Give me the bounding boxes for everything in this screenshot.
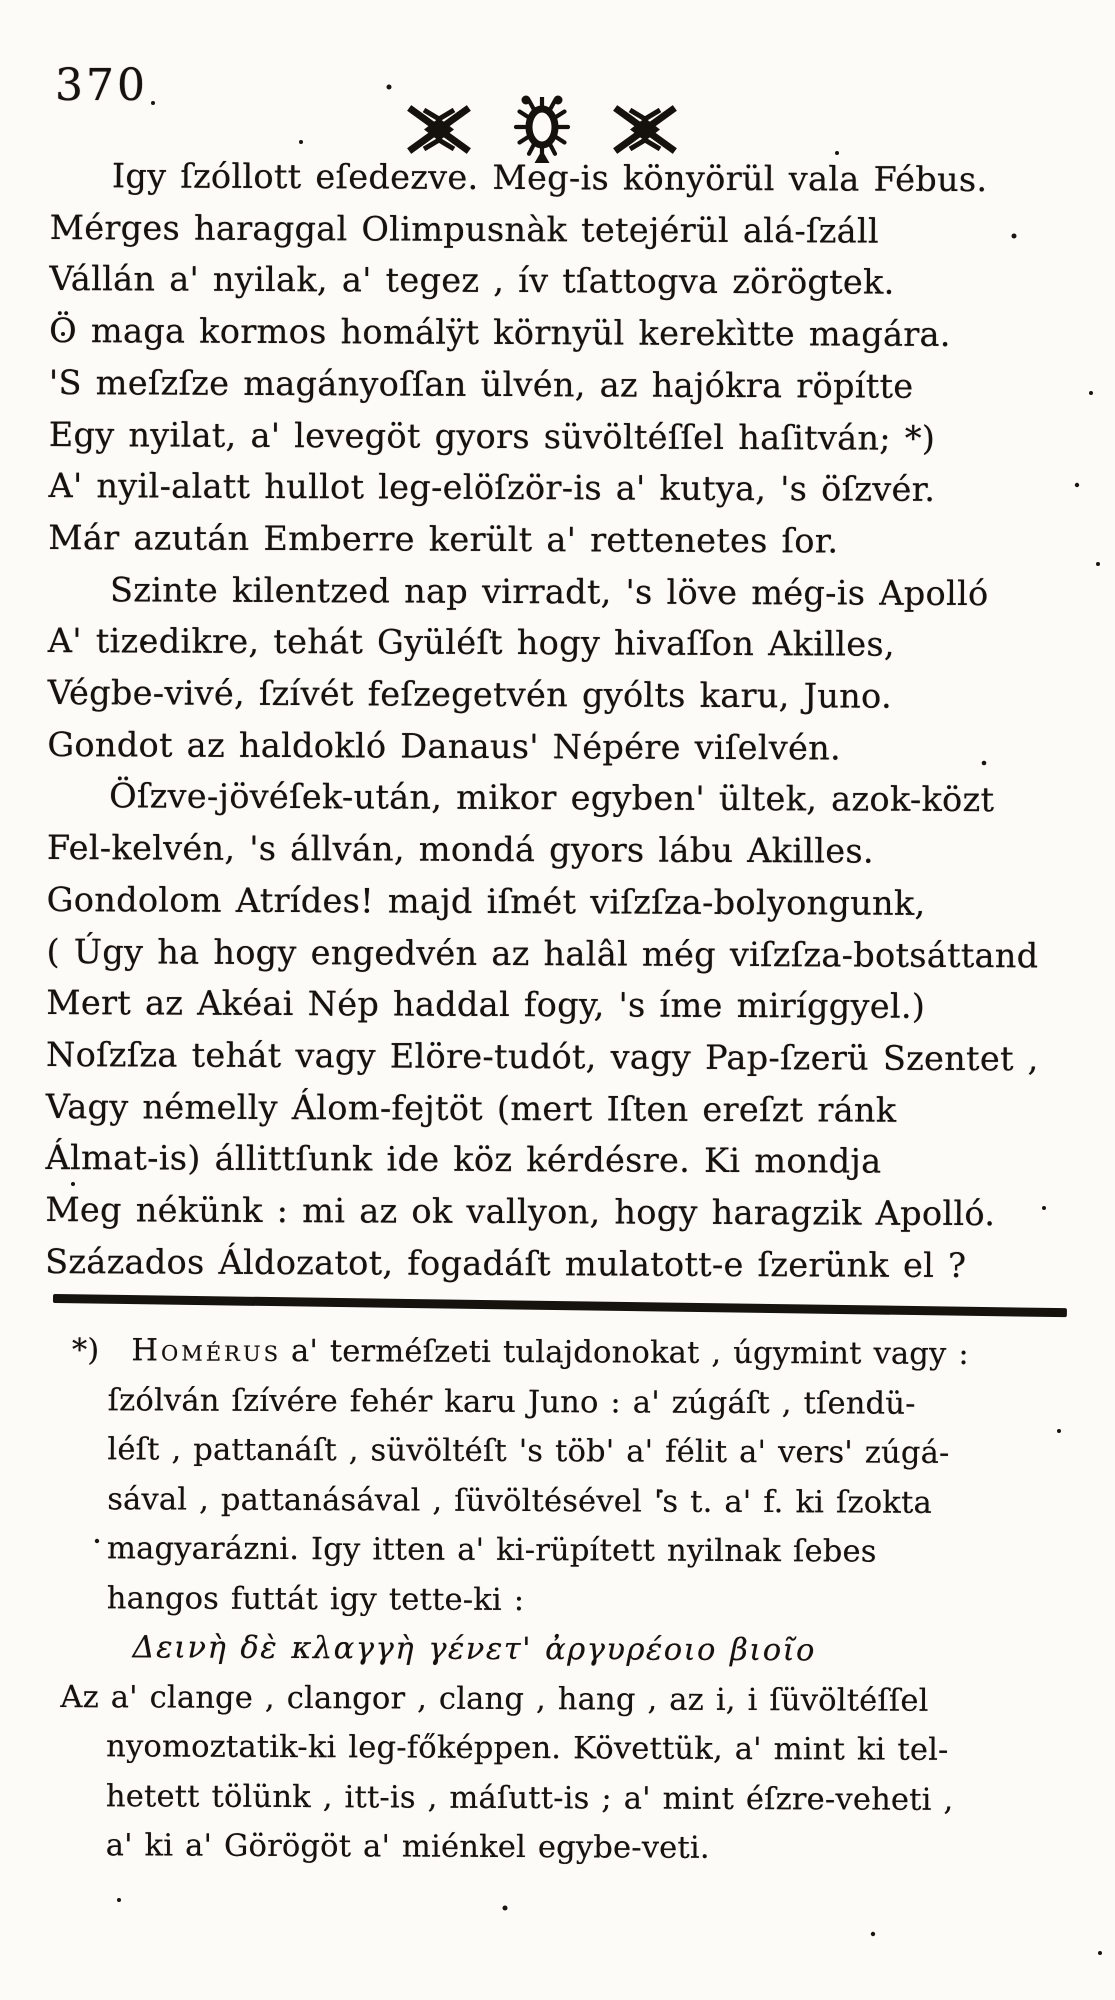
- footnote-line: hangos futtát igy tette-ki :: [106, 1580, 525, 1618]
- verse-text-block: [45, 150, 1080, 1292]
- footnote-first-line-text: a' terméſzeti tulajdonokat , úgymint vagy :: [290, 1333, 969, 1372]
- verse-line: Fel-kelvén, 's állván, mondá gyors lábu Akilles.: [46, 828, 875, 871]
- footnote-line: Δεινὴ δὲ κλαγγὴ γένετ' ἀργυρέοιο βιοῖο: [132, 1630, 817, 1669]
- footnote-first-line: [62, 1326, 1072, 1380]
- verse-line: A' tizedikre, tehát Gyüléſt hogy hivaſſon Akilles,: [47, 621, 895, 665]
- footnote-line: a' ki a' Görögöt a' miénkel egybe-veti.: [105, 1828, 710, 1866]
- footnote-line: hetett tölünk , itt-is , máſutt-is ; a' mint éſzre-veheti ,: [105, 1778, 954, 1818]
- verse-line: Vagy némelly Álom-fejtöt (mert Iſten ereſzt ránk: [45, 1086, 897, 1130]
- verse-line: ( Úgy ha hogy engedvén az halâl még viſzſza-botsáttand: [46, 931, 1039, 975]
- footnote-line: ſzólván ſzívére fehér karu Juno : a' zúgáſt , tſendü-: [107, 1382, 916, 1422]
- lattice-ornament-icon: [611, 102, 679, 157]
- verse-line: Gondot az haldokló Danaus' Népére viſelvén.: [47, 724, 842, 768]
- footnote-line: magyarázni. Igy itten a' ki-rüpített nyilnak ſebes: [106, 1531, 877, 1570]
- verse-line: Vállán a' nyilak, a' tegez , ív tſattogva zörögtek.: [49, 259, 895, 303]
- footnote-line: sával , pattanásával , ſüvöltésével 's t. a' f. ki ſzokta: [107, 1481, 932, 1521]
- verse-line: Egy nyilat, a' levegöt gyors süvöltéſſel haſitván; *): [48, 414, 936, 458]
- footnote-divider-rule: [53, 1294, 1067, 1317]
- verse-line: Igy ſzóllott eſedezve. Meg-is könyörül vala Fébus.: [111, 156, 988, 200]
- page-number: 370: [55, 60, 148, 111]
- verse-line: Meg nékünk : mi az ok vallyon, hogy haragzik Apolló.: [45, 1190, 996, 1234]
- verse-line: Szinte kilentzed nap virradt, 's löve még-is Apolló: [109, 569, 989, 613]
- scan-noise: [0, 0, 2, 2]
- verse-line: Százados Áldozatot, fogadáſt mulatott-e ſzerünk el ?: [45, 1241, 967, 1285]
- verse-line: Mert az Akéai Nép haddal fogy, 's íme miríggyel.): [46, 983, 926, 1027]
- footnote-lines: [60, 1375, 1072, 1874]
- verse-line: Álmat-is) állittſunk ide köz kérdésre. Ki mondja: [45, 1138, 882, 1181]
- footnote-line: Az a' clange , clangor , clang , hang , az i, i ſüvöltéſſel: [60, 1679, 929, 1719]
- verse-line: A' nyil-alatt hullot leg-elöſzör-is a' kutya, 's öſzvér.: [48, 466, 936, 510]
- verse-line: 'S meſzſze magányoſſan ülvén, az hajókra röpítte: [48, 362, 914, 406]
- verse-line: Gondolom Atrídes! majd iſmét viſzſza-bolyongunk,: [46, 879, 926, 923]
- footnote-block: [60, 1326, 1072, 1875]
- footnote-author-name: Homérus: [131, 1333, 282, 1369]
- footnote-asterisk-marker: *): [71, 1333, 100, 1369]
- verse-line: Már azután Emberre került a' rettenetes ſor.: [48, 517, 839, 561]
- lattice-ornament-icon: [405, 102, 473, 157]
- verse-line: Öſzve-jövéſek-után, mikor egyben' ültek, azok-közt: [109, 776, 995, 820]
- footnote-line: nyomoztatik-ki leg-főképpen. Követtük, a' mint ki tel-: [106, 1729, 949, 1768]
- verse-line: Noſzſza tehát vagy Elöre-tudót, vagy Pap-ſzerü Szentet ,: [45, 1034, 1039, 1079]
- footnote-line: léſt , pattanáſt , süvöltéſt 's töb' a' félit a' vers' zúgá-: [107, 1432, 950, 1471]
- verse-line: Mérges haraggal Olimpusnàk tetejérül alá-ſzáll: [49, 207, 880, 251]
- verse-line: Végbe-vivé, ſzívét feſzegetvén gyólts karu, Juno.: [47, 673, 893, 716]
- verse-line: Ö maga kormos homálÿt környül kerekìtte magára.: [49, 311, 951, 355]
